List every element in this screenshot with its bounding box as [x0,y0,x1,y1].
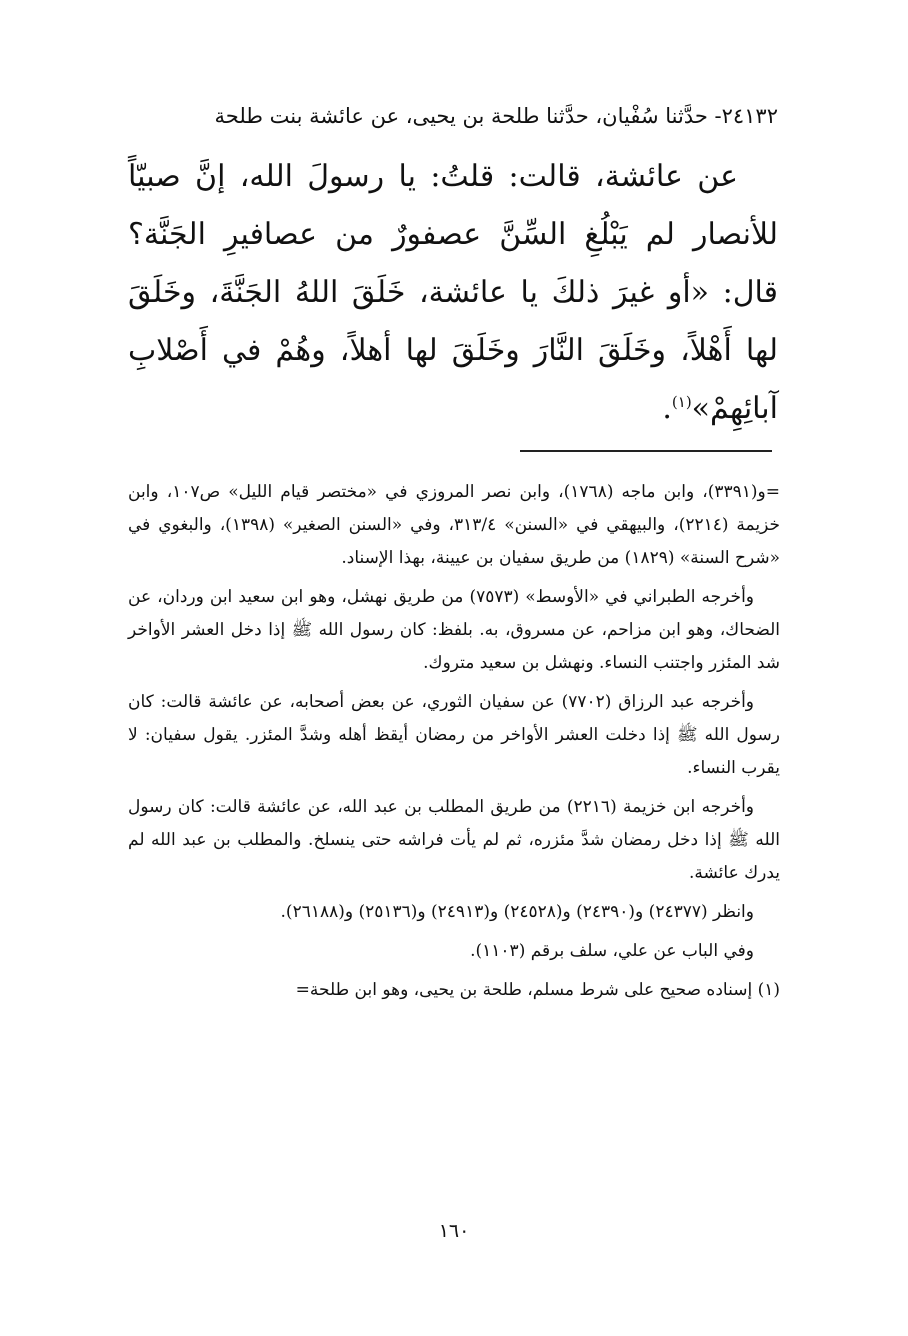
footnotes-section [128,476,780,1013]
hadith-text [128,92,778,438]
page-number: ١٦٠ [438,1220,470,1242]
footnote-paragraph: (١) إسناده صحيح على شرط مسلم، طلحة بن يحيى، وهو ابن طلحة= [295,980,780,1000]
footnote-reference: (١) [671,393,692,411]
footnote-paragraph: وأخرجه عبد الرزاق (٧٧٠٢) عن سفيان الثوري، عن بعض أصحابه، عن عائشة قالت: كان رسول الله ﷺ إذا دخلت العشر الأواخر من رمضان أيقظ أهله وشدَّ المئزر. يقول سفيان: لا يقرب النساء. [128,692,780,778]
footnote-paragraph: وانظر (٢٤٣٧٧) و(٢٤٣٩٠) و(٢٤٥٢٨) و(٢٤٩١٣) و(٢٥١٣٦) و(٢٦١٨٨). [280,902,754,922]
hadith-isnad: ٢٤١٣٢- حدَّثنا سُفْيان، حدَّثنا طلحة بن يحيى، عن عائشة بنت طلحة [214,104,778,128]
hadith-matn-text: عن عائشة، قالت: قلتُ: يا رسولَ الله، إنَّ صبيّاً للأنصار لم يَبْلُغِ السِّنَّ عصفورٌ من عصافيرِ الجَنَّة؟ قال: «أو غيرَ ذلكَ يا عائشة، خَلَقَ اللهُ الجَنَّةَ، وخَلَقَ لها أَهْلاً، وخَلَقَ النَّارَ وخَلَقَ لها أهلاً، وهُمْ في أَصْلابِ آبائِهِمْ» [128,159,778,426]
footnote-paragraph: =و(٣٣٩١)، وابن ماجه (١٧٦٨)، وابن نصر المروزي في «مختصر قيام الليل» ص١٠٧، وابن خزيمة (٢٢١٤)، والبيهقي في «السنن» ٣١٣/٤، وفي «السنن الصغير» (١٣٩٨)، والبغوي في «شرح السنة» (١٨٢٩) من طريق سفيان بن عيينة، بهذا الإسناد. [128,482,781,568]
footnote-paragraph: وأخرجه الطبراني في «الأوسط» (٧٥٧٣) من طريق نهشل، وهو ابن سعيد ابن وردان، عن الضحاك، وهو ابن مزاحم، عن مسروق، به. بلفظ: كان رسول الله ﷺ إذا دخل العشر الأواخر شد المئزر واجتنب النساء. ونهشل بن سعيد متروك. [128,587,780,673]
footnote-paragraph: وفي الباب عن علي، سلف برقم (١١٠٣). [470,941,754,961]
footnote-paragraph: وأخرجه ابن خزيمة (٢٢١٦) من طريق المطلب بن عبد الله، عن عائشة قالت: كان رسول الله ﷺ إذا دخل رمضان شدَّ مئزره، ثم لم يأت فراشه حتى ينسلخ. والمطلب بن عبد الله لم يدرك عائشة. [128,797,780,883]
footnote-divider [520,450,772,452]
hadith-matn-end: . [662,391,672,426]
hadith-matn [128,148,778,438]
